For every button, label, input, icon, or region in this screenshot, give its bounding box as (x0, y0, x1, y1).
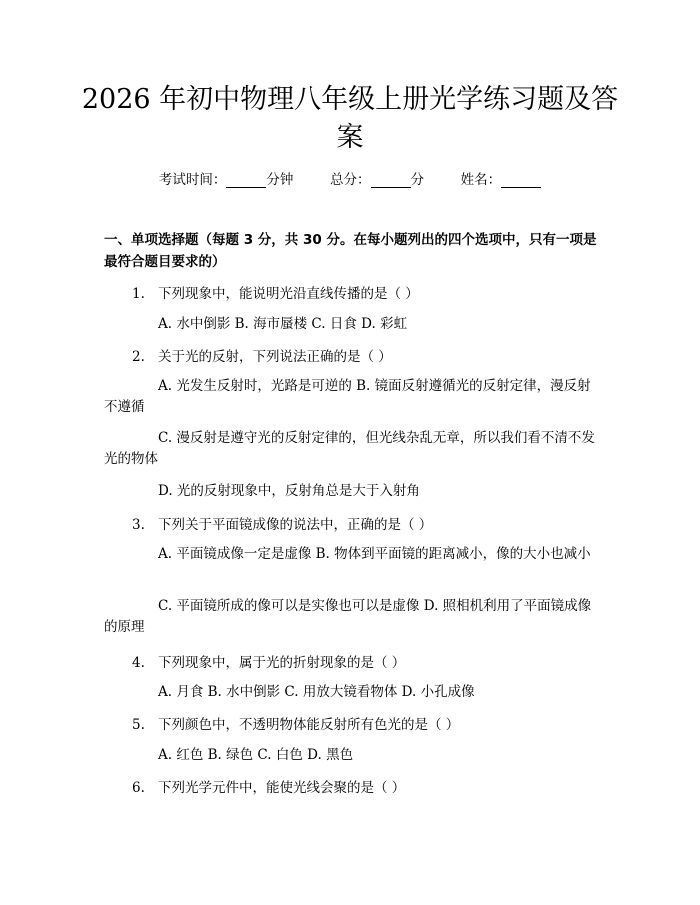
question-5 (132, 713, 459, 733)
name-blank (501, 173, 541, 188)
question-4 (132, 651, 405, 671)
name-label: 姓名： (460, 172, 502, 188)
question-text: 下列光学元件中，能使光线会聚的是（ ） (158, 780, 406, 796)
question-number: 4. (132, 655, 145, 671)
score-label: 总分： (330, 172, 371, 188)
question-3 (132, 513, 432, 533)
section-heading: 一、单项选择题（每题 3 分，共 30 分。在每小题列出的四个选项中，只有一项是最符合题目要求的） (104, 232, 597, 270)
time-blank (226, 173, 266, 188)
question-number: 1. (132, 286, 145, 302)
question-2-option-d: D. 光的反射现象中，反射角总是大于入射角 (158, 483, 420, 499)
question-2-option-ab: A. 光发生反射时，光路是可逆的 B. 镜面反射遵循光的反射定律，漫反射不遵循 (104, 378, 591, 415)
score-blank (371, 173, 411, 188)
score-unit: 分 (410, 172, 424, 188)
question-number: 6. (132, 780, 145, 796)
question-text: 下列关于平面镜成像的说法中，正确的是（ ） (158, 517, 433, 533)
question-text: 下列现象中，属于光的折射现象的是（ ） (158, 655, 406, 671)
title-line-1: 2026 年初中物理八年级上册光学练习题及答 (81, 84, 619, 115)
time-label: 考试时间： (158, 172, 227, 188)
question-text: 下列颜色中，不透明物体能反射所有色光的是（ ） (158, 717, 460, 733)
question-3-option-ab: A. 平面镜成像一定是虚像 B. 物体到平面镜的距离减小，像的大小也减小 (158, 546, 591, 562)
question-6 (132, 776, 405, 796)
question-number: 2. (132, 349, 145, 365)
question-text: 下列现象中，能说明光沿直线传播的是（ ） (158, 286, 419, 302)
title-line-2: 案 (336, 122, 364, 153)
time-unit: 分钟 (266, 172, 294, 188)
question-1-options: A. 水中倒影 B. 海市蜃楼 C. 日食 D. 彩虹 (158, 316, 408, 332)
question-2 (132, 345, 392, 365)
question-2-option-c: C. 漫反射是遵守光的反射定律的，但光线杂乱无章，所以我们看不清不发光的物体 (104, 430, 595, 467)
question-4-options: A. 月食 B. 水中倒影 C. 用放大镜看物体 D. 小孔成像 (158, 684, 475, 700)
question-number: 3. (132, 517, 145, 533)
question-3-option-cd: C. 平面镜所成的像可以是实像也可以是虚像 D. 照相机利用了平面镜成像的原理 (104, 598, 592, 635)
question-text: 关于光的反射，下列说法正确的是（ ） (158, 349, 392, 365)
question-5-options: A. 红色 B. 绿色 C. 白色 D. 黑色 (158, 747, 354, 763)
question-1 (132, 282, 419, 302)
question-number: 5. (132, 717, 145, 733)
exam-info-line (0, 168, 700, 188)
